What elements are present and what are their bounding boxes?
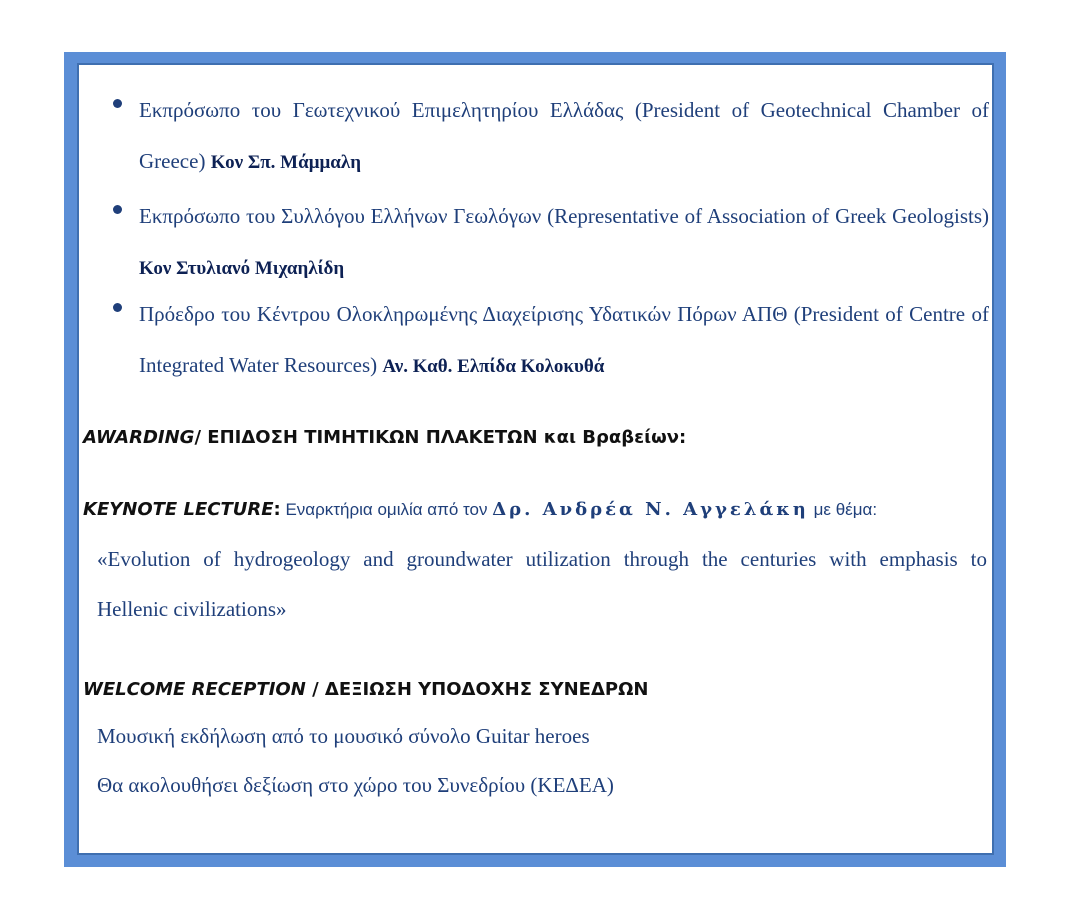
bullet-text: Integrated Water Resources) bbox=[139, 353, 383, 377]
welcome-line: Θα ακολουθήσει δεξίωση στο χώρο του Συνεδρίου (ΚΕΔΕΑ) bbox=[97, 773, 614, 797]
keynote-intro: Εναρκτήρια ομιλία από τον bbox=[280, 500, 493, 519]
bullet-line: Εκπρόσωπο του Γεωτεχνικού Επιμελητηρίου Ελλάδας (President of Geotechnical Chamber of bbox=[139, 98, 989, 122]
keynote-heading bbox=[83, 499, 983, 520]
person-name: Κον Στυλιανό Μιχαηλίδη bbox=[139, 258, 345, 279]
bullet-line: Πρόεδρο του Κέντρου Ολοκληρωμένης Διαχείρισης Υδατικών Πόρων ΑΠΘ (President of Centre of bbox=[139, 302, 989, 326]
program-panel bbox=[77, 63, 994, 855]
keynote-title-line: Hellenic civilizations» bbox=[97, 597, 287, 621]
bullet-dot-icon bbox=[113, 303, 122, 312]
keynote-colon: : bbox=[273, 499, 281, 520]
bullet-dot-icon bbox=[113, 205, 122, 214]
awarding-label: AWARDING bbox=[83, 427, 195, 448]
person-name: Κον Σπ. Μάμμαλη bbox=[210, 152, 361, 173]
bullet-line bbox=[139, 350, 989, 382]
bullet-line bbox=[139, 252, 989, 284]
keynote-suffix: με θέμα: bbox=[808, 500, 878, 519]
welcome-label: WELCOME RECEPTION bbox=[83, 679, 306, 700]
awarding-heading bbox=[83, 427, 983, 448]
welcome-heading bbox=[83, 679, 983, 700]
awarding-text: / ΕΠΙΔΟΣΗ ΤΙΜΗΤΙΚΩΝ ΠΛΑΚΕΤΩΝ και Βραβείων: bbox=[194, 427, 687, 448]
bullet-line: Εκπρόσωπο του Συλλόγου Ελλήνων Γεωλόγων (Representative of Association of Greek Geologists) bbox=[139, 204, 989, 228]
welcome-text: / ΔΕΞΙΩΣΗ ΥΠΟΔΟΧΗΣ ΣΥΝΕΔΡΩΝ bbox=[305, 679, 649, 700]
welcome-line: Μουσική εκδήλωση από το μουσικό σύνολο Guitar heroes bbox=[97, 724, 590, 748]
person-name: Αν. Καθ. Ελπίδα Κολοκυθά bbox=[382, 356, 605, 377]
program-frame bbox=[64, 52, 1006, 867]
bullet-line bbox=[139, 146, 989, 178]
bullet-text: Greece) bbox=[139, 149, 211, 173]
keynote-speaker: Δρ. Ανδρέα Ν. Αγγελάκη bbox=[492, 499, 809, 520]
keynote-title-line: «Evolution of hydrogeology and groundwater utilization through the centuries with emphasis to bbox=[97, 547, 987, 571]
bullet-dot-icon bbox=[113, 99, 122, 108]
keynote-label: KEYNOTE LECTURE bbox=[83, 499, 274, 520]
